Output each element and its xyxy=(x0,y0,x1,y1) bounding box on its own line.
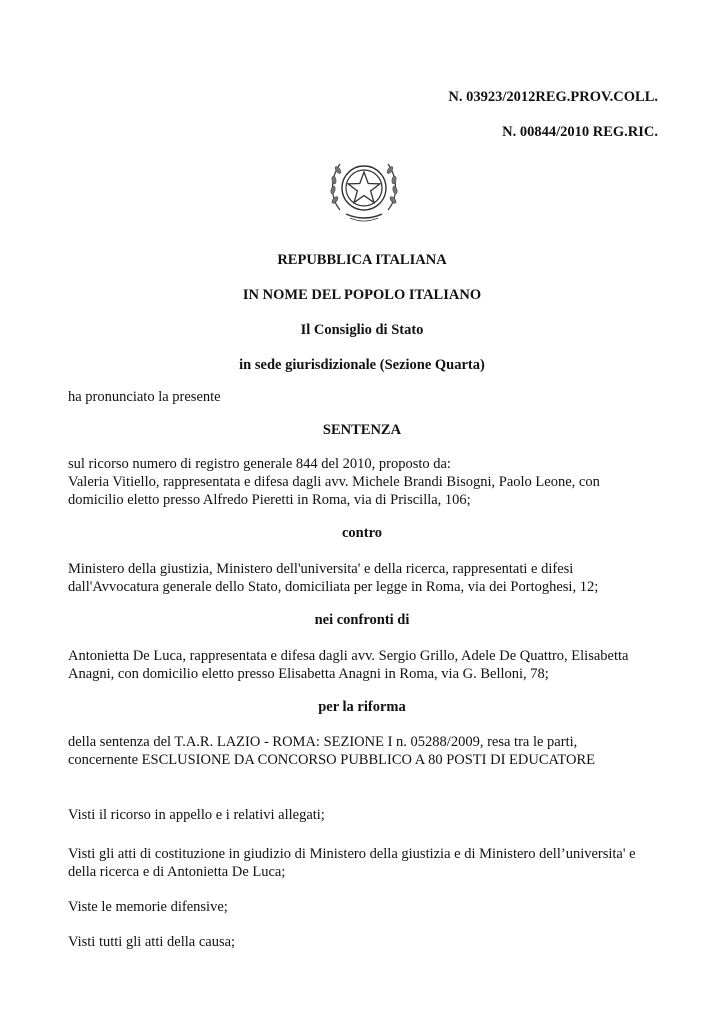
contro-heading: contro xyxy=(341,525,382,541)
contro-line: dall'Avvocatura generale dello Stato, domiciliata per legge in Roma, via dei Portoghesi, 12; xyxy=(68,579,599,595)
riforma-line: della sentenza del T.A.R. LAZIO - ROMA: SEZIONE I n. 05288/2009, resa tra le parti, xyxy=(68,734,578,750)
visti-ricorso: Visti il ricorso in appello e i relativi allegati; xyxy=(68,807,325,823)
confronti-line: Anagni, con domicilio eletto presso Elisabetta Anagni in Roma, via G. Belloni, 78; xyxy=(68,666,549,682)
in-nome-heading: IN NOME DEL POPOLO ITALIANO xyxy=(242,287,482,303)
viste-memorie: Viste le memorie difensive; xyxy=(68,899,228,915)
ricorso-line: Valeria Vitiello, rappresentata e difesa dagli avv. Michele Brandi Bisogni, Paolo Leone, con xyxy=(68,474,600,490)
sentenza-heading: SENTENZA xyxy=(322,422,402,438)
council-heading: Il Consiglio di Stato xyxy=(300,322,424,338)
reg-ric-number: N. 00844/2010 REG.RIC. xyxy=(502,124,658,140)
visti-costituzione-line: della ricerca e di Antonietta De Luca; xyxy=(68,864,286,880)
confronti-heading: nei confronti di xyxy=(314,612,410,628)
reg-prov-coll-number: N. 03923/2012REG.PROV.COLL. xyxy=(448,89,658,105)
visti-atti: Visti tutti gli atti della causa; xyxy=(68,934,236,950)
visti-costituzione-line: Visti gli atti di costituzione in giudizio di Ministero della giustizia e di Ministero dell’universita' e xyxy=(68,846,636,862)
riforma-heading: per la riforma xyxy=(318,699,406,715)
ricorso-line: domicilio eletto presso Alfredo Pieretti in Roma, via di Priscilla, 106; xyxy=(68,492,471,508)
republic-heading: REPUBBLICA ITALIANA xyxy=(277,252,447,268)
contro-line: Ministero della giustizia, Ministero dell'universita' e della ricerca, rappresentati e difesi xyxy=(68,561,574,577)
ricorso-line: sul ricorso numero di registro generale 844 del 2010, proposto da: xyxy=(68,456,451,472)
riforma-line: concernente ESCLUSIONE DA CONCORSO PUBBLICO A 80 POSTI DI EDUCATORE xyxy=(68,752,595,768)
italian-republic-emblem-icon xyxy=(324,148,404,228)
intro-text: ha pronunciato la presente xyxy=(68,389,221,405)
confronti-line: Antonietta De Luca, rappresentata e difesa dagli avv. Sergio Grillo, Adele De Quattro, Elisabetta xyxy=(68,648,629,664)
section-heading: in sede giurisdizionale (Sezione Quarta) xyxy=(239,357,485,373)
